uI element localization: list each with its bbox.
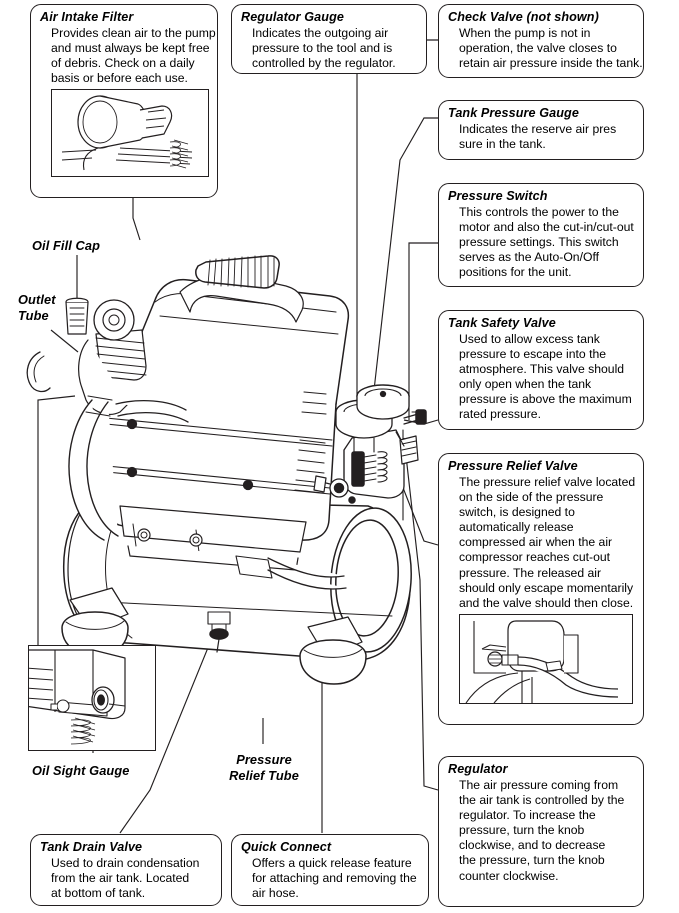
callout-tank-drain-valve — [30, 834, 222, 906]
callout-body: The pressure relief valve located on the side of the pressure switch, is designed to automatically release compressed air when the air compressor reaches cut-out pressure. The released air should only escape momentarily and the valve should then close. — [459, 475, 636, 610]
callout-title: Tank Drain Valve — [40, 840, 143, 854]
oil-sight-gauge-photo — [28, 645, 156, 751]
callout-body: Used to allow excess tank pressure to escape into the atmosphere. This valve should only open when the tank pressure is above the maximum rated pressure. — [459, 332, 632, 422]
callout-pressure-switch — [438, 183, 644, 287]
callout-body: This controls the power to the motor and also the cut-in/cut-out pressure settings. This switch serves as the Auto-On/Off positions for the unit. — [459, 205, 634, 280]
label-oil-fill-cap: Oil Fill Cap — [32, 238, 101, 253]
callout-tank-safety-valve — [438, 310, 644, 430]
callout-body: The air pressure coming from the air tank is controlled by the regulator. To increase the pressure, turn the knob clockwise, and to decrease the pressure, turn the knob counter clockwise. — [459, 778, 625, 883]
pressure-relief-valve-photo — [459, 614, 633, 704]
air-intake-filter-photo — [51, 89, 209, 177]
callout-body: Used to drain condensation from the air tank. Located at bottom of tank. — [51, 856, 200, 901]
callout-tank-pressure-gauge — [438, 100, 644, 160]
callout-title: Tank Pressure Gauge — [448, 106, 579, 120]
callout-regulator-gauge — [231, 4, 427, 74]
callout-regulator — [438, 756, 644, 907]
callout-title: Regulator — [448, 762, 508, 776]
callout-title: Tank Safety Valve — [448, 316, 556, 330]
callout-title: Check Valve (not shown) — [448, 10, 599, 24]
callout-body: Provides clean air to the pump and must always be kept free of debris. Check on a daily basis or before each use. — [51, 26, 216, 86]
callout-title: Quick Connect — [241, 840, 332, 854]
callout-body: Offers a quick release feature for attaching and removing the air hose. — [252, 856, 417, 901]
callout-air-intake-filter — [30, 4, 218, 198]
callout-body: When the pump is not in operation, the valve closes to retain air pressure inside the tank. — [459, 26, 643, 71]
callout-title: Air Intake Filter — [40, 10, 134, 24]
callout-title: Pressure Switch — [448, 189, 548, 203]
callout-check-valve — [438, 4, 644, 78]
callout-title: Regulator Gauge — [241, 10, 344, 24]
callout-body: Indicates the reserve air pres sure in the tank. — [459, 122, 617, 152]
callout-pressure-relief-valve — [438, 453, 644, 725]
label-pressure-relief-tube: Pressure Relief Tube — [229, 752, 299, 783]
label-oil-sight-gauge: Oil Sight Gauge — [32, 763, 130, 778]
label-outlet-tube: Outlet Tube — [18, 292, 56, 323]
callout-body: Indicates the outgoing air pressure to the tool and is controlled by the regulator. — [252, 26, 396, 71]
callout-quick-connect — [231, 834, 429, 906]
callout-title: Pressure Relief Valve — [448, 459, 578, 473]
